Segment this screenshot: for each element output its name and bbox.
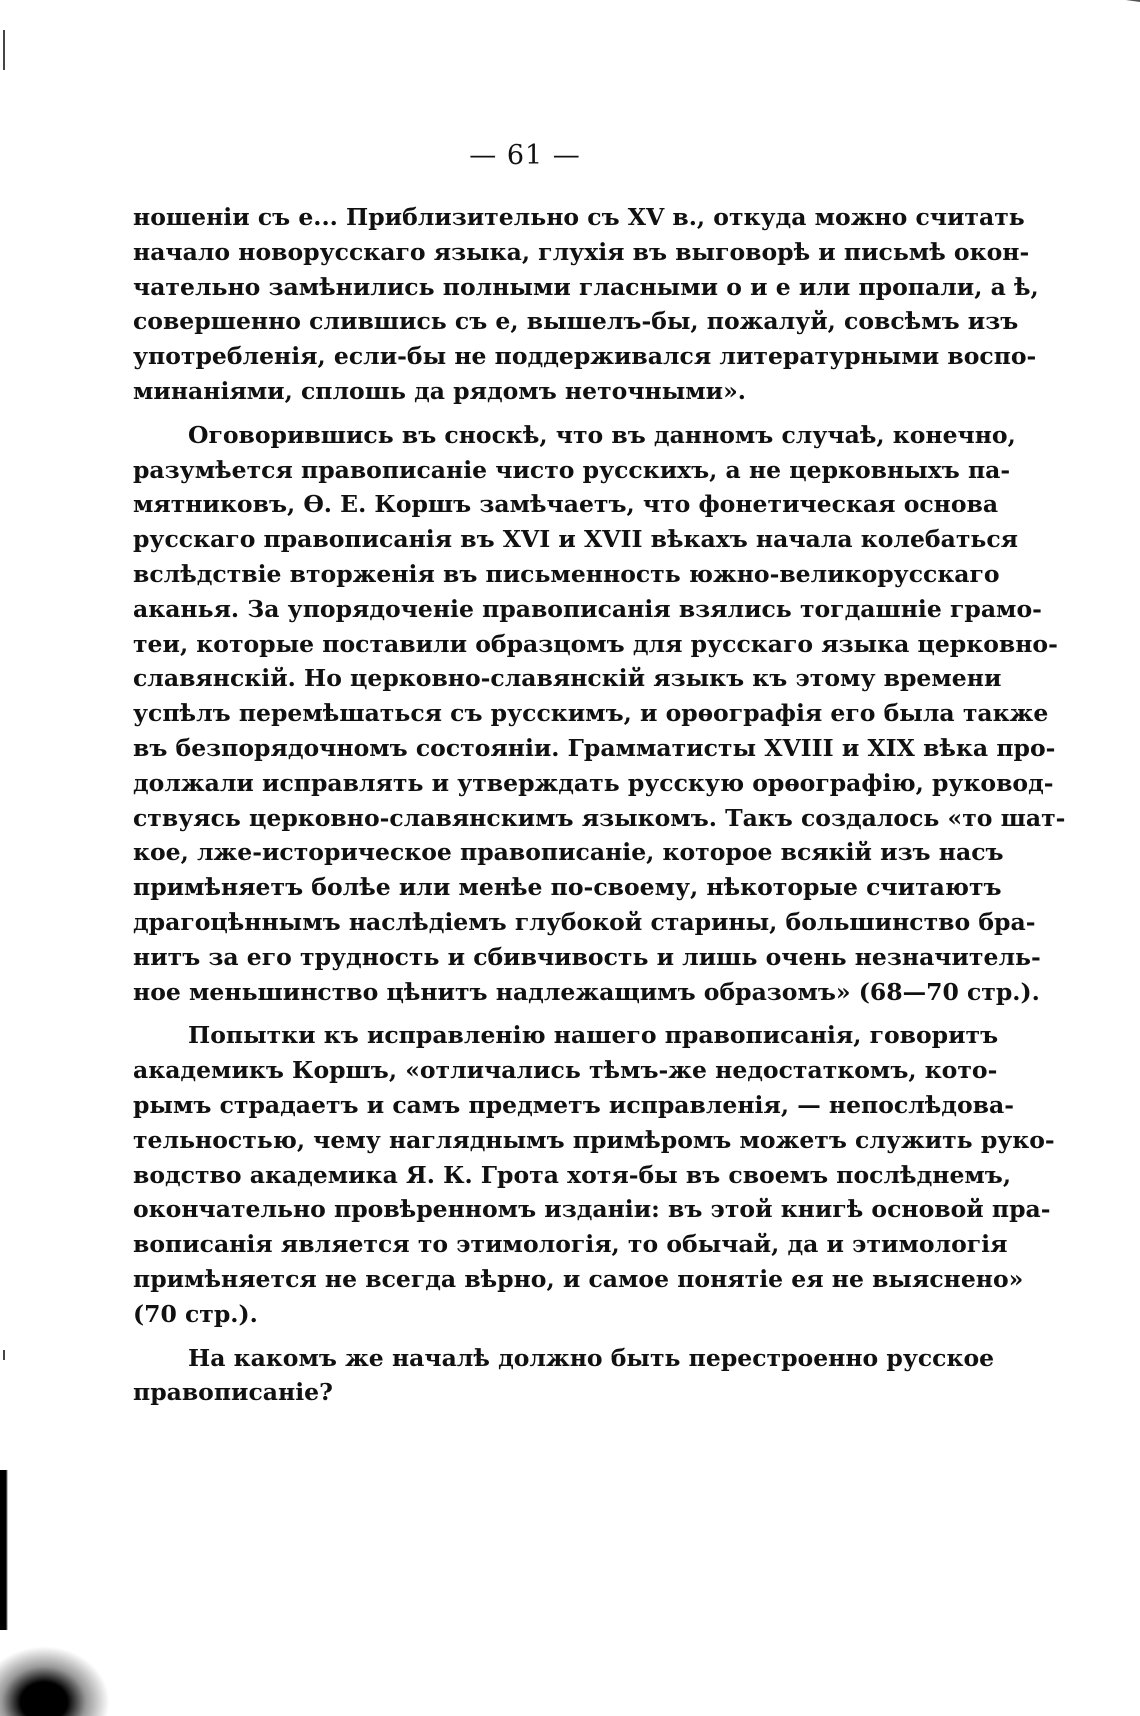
text-line: совершенно слившись съ е, вышелъ-бы, пожалуй, совсѣмъ изъ	[133, 307, 1019, 336]
scan-edge-mark	[3, 30, 5, 70]
text-line: драгоцѣннымъ наслѣдіемъ глубокой старины, большинство бра-	[133, 907, 1036, 936]
text-line: ное меньшинство цѣнитъ надлежащимъ образомъ» (68—70 стр.).	[133, 977, 1040, 1006]
text-line: Попытки къ исправленію нашего правописанія, говоритъ	[188, 1021, 999, 1050]
text-line: теи, которые поставили образцомъ для русскаго языка церковно-	[133, 629, 1058, 658]
text-line: вслѣдствіе вторженія въ письменность южно-великорусскаго	[133, 559, 1000, 588]
text-line: употребленія, если-бы не поддерживался литературными воспо-	[133, 342, 1037, 371]
text-line: минаніями, сплошь да рядомъ неточными».	[133, 376, 746, 405]
text-line: вописанія является то этимологія, то обычай, да и этимологія	[133, 1230, 1008, 1259]
scan-binding-shadow	[0, 1470, 8, 1630]
scan-edge-mark	[1020, 0, 1140, 16]
text-line: разумѣется правописаніе чисто русскихъ, а не церковныхъ па-	[133, 455, 1011, 484]
text-line: Оговорившись въ сноскѣ, что въ данномъ случаѣ, конечно,	[188, 420, 1016, 449]
text-line: тельностью, чему нагляднымъ примѣромъ можетъ служить руко-	[133, 1125, 1055, 1154]
text-line: правописаніе?	[133, 1378, 333, 1407]
text-line: ношеніи съ е... Приблизительно съ XV в., откуда можно считать	[133, 203, 1025, 231]
scan-edge-mark	[3, 1350, 5, 1360]
text-line: успѣлъ перемѣшаться съ русскимъ, и орѳографія его была также	[133, 699, 1049, 728]
scan-corner-smudge	[0, 1646, 110, 1716]
text-line: должали исправлять и утверждать русскую орѳографію, руковод-	[133, 768, 1054, 797]
text-line: начало новорусскаго языка, глухія въ выговорѣ и письмѣ окон-	[133, 237, 1030, 266]
text-line: академикъ Коршъ, «отличались тѣмъ-же недостаткомъ, кото-	[133, 1056, 998, 1085]
text-line: кое, лже-историческое правописаніе, которое всякій изъ насъ	[133, 838, 1004, 867]
paragraph-3	[133, 1018, 1055, 1331]
text-line: водство академика Я. К. Грота хотя-бы въ своемъ послѣднемъ,	[133, 1160, 1012, 1189]
paragraph-2	[133, 418, 1066, 1010]
text-line: (70 стр.).	[133, 1299, 258, 1328]
text-line: ствуясь церковно-славянскимъ языкомъ. Такъ создалось «то шат-	[133, 803, 1066, 832]
text-line: окончательно провѣренномъ изданіи: въ этой книгѣ основой пра-	[133, 1195, 1051, 1224]
text-line: нитъ за его трудность и сбивчивость и лишь очень незначитель-	[133, 942, 1041, 971]
text-line: примѣняется не всегда вѣрно, и самое понятіе ея не выяснено»	[133, 1264, 1024, 1293]
text-line: аканья. За упорядоченіе правописанія взялись тогдашніе грамо-	[133, 594, 1042, 623]
text-line: На какомъ же началѣ должно быть перестроенно русское	[188, 1343, 995, 1372]
paragraph-4	[133, 1341, 995, 1411]
text-line: чательно замѣнились полными гласными о и е или пропали, а ѣ,	[133, 272, 1039, 301]
body-text	[133, 200, 1066, 1410]
text-line: русскаго правописанія въ XVI и XVII вѣкахъ начала колебаться	[133, 525, 1019, 554]
text-line: мятниковъ, Ѳ. Е. Коршъ замѣчаетъ, что фонетическая основа	[133, 490, 999, 519]
paragraph-1	[133, 200, 1039, 409]
text-line: славянскій. Но церковно-славянскій языкъ къ этому времени	[133, 664, 1002, 693]
text-line: рымъ страдаетъ и самъ предметъ исправленія, — непослѣдова-	[133, 1090, 1014, 1119]
text-line: примѣняетъ болѣе или менѣе по-своему, нѣкоторые считаютъ	[133, 873, 1002, 902]
text-line: въ безпорядочномъ состояніи. Грамматисты XVIII и XIX вѣка про-	[133, 733, 1056, 762]
page-number: — 61 —	[469, 140, 581, 171]
